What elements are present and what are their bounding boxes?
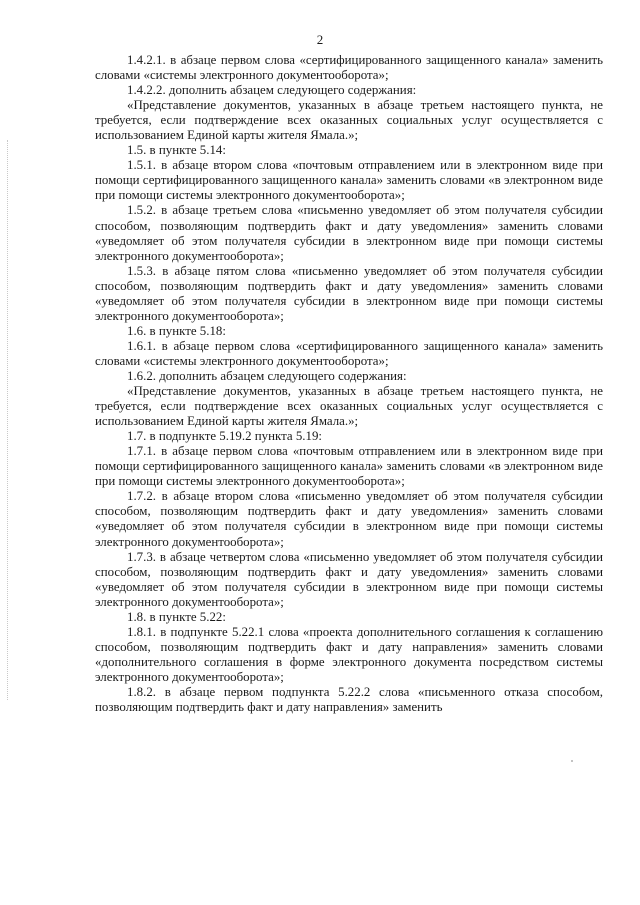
paragraph-1-6-1: 1.6.1. в абзаце первом слова «сертифицированного защищенного канала» заменить словами «системы электронного документооборота»; (95, 338, 603, 368)
paragraph-1-7-1: 1.7.1. в абзаце первом слова «почтовым отправлением или в электронном виде при помощи сертифицированного защищенного канала» заменить словами «в электронном виде при помощи системы электронного документооборота»; (95, 444, 603, 489)
paragraph-1-6-2: 1.6.2. дополнить абзацем следующего содержания: (127, 368, 407, 383)
scan-speck (571, 760, 573, 762)
paragraph-1-5-3: 1.5.3. в абзаце пятом слова «письменно уведомляет об этом получателя субсидии способом, позволяющим подтвердить факт и дату уведомления» заменить словами «уведомляет об этом получателя субсидии в электронном виде при помощи системы электронного документооборота»; (95, 263, 603, 323)
quoted-paragraph: «Представление документов, указанных в абзаце третьем настоящего пункта, не требуется, если подтверждение всех оказанных социальных услуг осуществляется с использованием Единой карты жителя Ямала.»; (95, 384, 603, 429)
paragraph-1-7: 1.7. в подпункте 5.19.2 пункта 5.19: (127, 429, 322, 444)
paragraph-1-4-2-2: 1.4.2.2. дополнить абзацем следующего содержания: (127, 83, 417, 98)
paragraph-1-4-2-1: 1.4.2.1. в абзаце первом слова «сертифицированного защищенного канала» заменить словами «системы электронного документооборота»; (95, 53, 603, 83)
paragraph-1-8-2: 1.8.2. в абзаце первом подпункта 5.22.2 слова «письменного отказа способом, позволяющим подтвердить факт и дату направления» заменить (95, 684, 603, 715)
quoted-paragraph: «Представление документов, указанных в абзаце третьем настоящего пункта, не требуется, если подтверждение всех оказанных социальных услуг осуществляется с использованием Единой карты жителя Ямала.»; (95, 98, 603, 143)
paragraph-1-8-1: 1.8.1. в подпункте 5.22.1 слова «проекта дополнительного соглашения к соглашению способом, позволяющим подтвердить факт и дату направления» заменить словами «дополнительного соглашения в форме электронного документа посредством системы электронного документооборота»; (95, 624, 603, 684)
paragraph-1-5: 1.5. в пункте 5.14: (127, 143, 226, 158)
paragraph-1-7-2: 1.7.2. в абзаце втором слова «письменно уведомляет об этом получателя субсидии способом, позволяющим подтвердить факт и дату уведомления» заменить словами «уведомляет об этом получателя субсидии в электронном виде при помощи системы электронного документооборота»; (95, 489, 603, 549)
scan-margin-artifact (7, 140, 9, 700)
paragraph-1-8: 1.8. в пункте 5.22: (127, 609, 226, 624)
paragraph-1-5-1: 1.5.1. в абзаце втором слова «почтовым отправлением или в электронном виде при помощи сертифицированного защищенного канала» заменить словами «в электронном виде при помощи системы электронного документооборота»; (95, 158, 603, 203)
paragraph-1-7-3: 1.7.3. в абзаце четвертом слова «письменно уведомляет об этом получателя субсидии способом, позволяющим подтвердить факт и дату уведомления» заменить словами «уведомляет об этом получателя субсидии в электронном виде при помощи системы электронного документооборота»; (95, 549, 603, 609)
paragraph-1-6: 1.6. в пункте 5.18: (127, 323, 226, 338)
document-body (95, 53, 603, 715)
page-number: 2 (316, 32, 324, 47)
paragraph-1-5-2: 1.5.2. в абзаце третьем слова «письменно уведомляет об этом получателя субсидии способом, позволяющим подтвердить факт и дату уведомления» заменить словами «уведомляет об этом получателя субсидии в электронном виде при помощи системы электронного документооборота»; (95, 203, 603, 263)
